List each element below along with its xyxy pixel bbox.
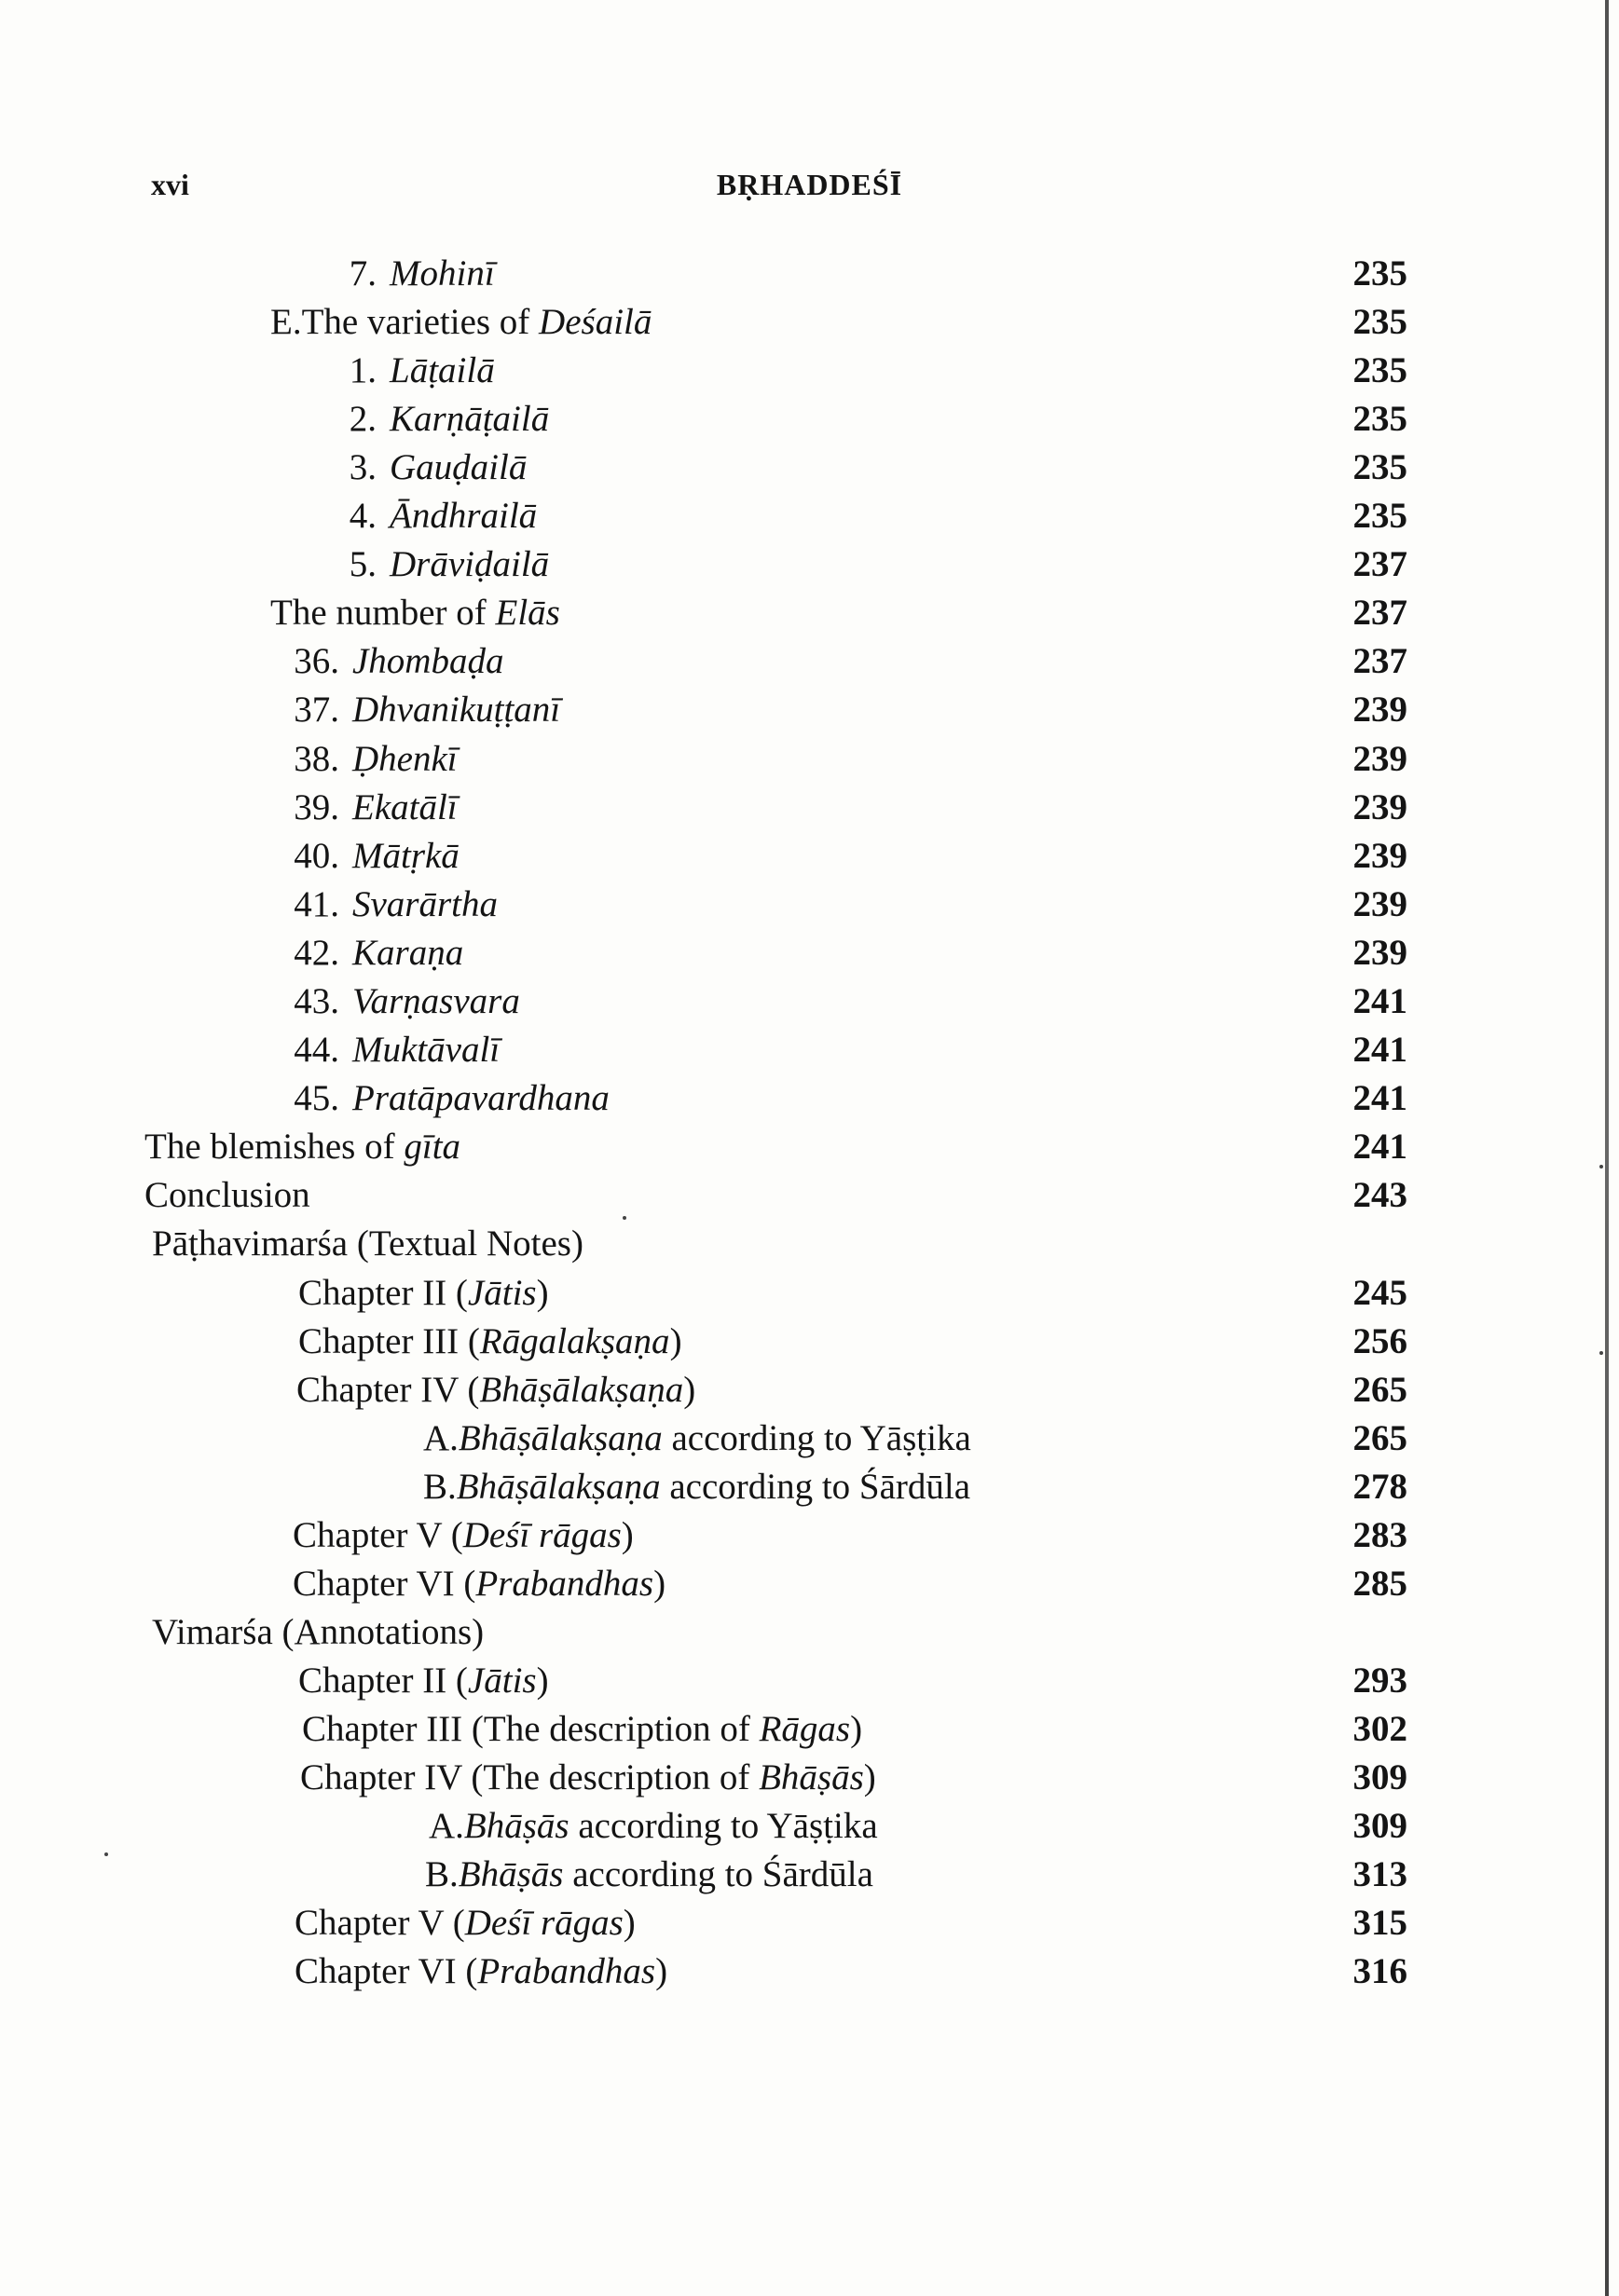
running-head-title: BṚHADDEŚĪ (716, 168, 903, 201)
toc-entry (270, 591, 560, 636)
toc-entry-title: Pratāpavardhana (352, 1078, 610, 1118)
toc-entry-page: 239 (1352, 787, 1407, 827)
toc-entry-number: 2. (349, 399, 377, 439)
toc-entry-title: Gauḍailā (390, 447, 528, 487)
toc-entry-title: Karṇāṭailā (390, 399, 550, 439)
toc-entry (263, 786, 458, 830)
toc-entry-page: 241 (1352, 1127, 1407, 1167)
toc-entry-number: 43. (294, 981, 339, 1021)
toc-entry-page: 245 (1352, 1273, 1407, 1313)
toc-entry-title: Chapter V (Deśī rāgas) (293, 1515, 634, 1555)
toc-entry-title: Jhombaḍa (352, 641, 504, 681)
toc-entry (144, 1125, 460, 1169)
toc-entry (298, 1659, 549, 1703)
toc-entry-number: 5. (349, 544, 377, 584)
toc-entry-number: 42. (294, 933, 339, 973)
toc-entry-page: 235 (1352, 496, 1407, 536)
toc-entry-page: 237 (1352, 641, 1407, 681)
toc-entry (152, 1610, 484, 1655)
toc-entry-title: Chapter III (Rāgalakṣaṇa) (298, 1321, 682, 1361)
toc-entry-title: A.Bhāṣās according to Yāṣṭika (429, 1806, 878, 1846)
toc-entry-page: 241 (1352, 1078, 1407, 1118)
toc-entry-title: A.Bhāṣālakṣaṇa according to Yāṣṭika (423, 1418, 971, 1458)
scan-speck (1599, 1351, 1603, 1355)
toc-entry (263, 979, 520, 1024)
scan-edge-shadow (1605, 0, 1609, 2296)
toc-entry (152, 1222, 583, 1266)
toc-entry-title: Mohinī (390, 253, 495, 294)
toc-entry (263, 882, 498, 927)
toc-entry-page: 283 (1352, 1515, 1407, 1555)
toc-entry-page: 309 (1352, 1757, 1407, 1797)
toc-entry-page: 239 (1352, 836, 1407, 876)
toc-entry-title: Varṇasvara (352, 981, 520, 1021)
toc-entry-page: 265 (1352, 1418, 1407, 1458)
toc-entry (298, 1271, 549, 1316)
toc-entry-title: Chapter VI (Prabandhas) (293, 1564, 666, 1604)
toc-entry-page: 235 (1352, 253, 1407, 294)
toc-entry-title: Chapter III (The description of Rāgas) (302, 1709, 863, 1749)
toc-entry-number: 38. (294, 739, 339, 779)
scan-speck (1599, 1165, 1603, 1168)
toc-entry (300, 542, 549, 587)
toc-entry-title: E.The varieties of Deśailā (270, 302, 652, 342)
toc-entry (300, 1756, 876, 1800)
toc-entry-title: Chapter VI (Prabandhas) (295, 1951, 668, 1991)
toc-entry (423, 1465, 970, 1510)
toc-entry-page: 256 (1352, 1321, 1407, 1361)
toc-entry-title: Ḍhenkī (352, 739, 458, 779)
toc-entry-number: 4. (349, 496, 377, 536)
toc-entry (300, 445, 527, 490)
toc-entry-page: 278 (1352, 1467, 1407, 1507)
toc-entry (293, 1562, 665, 1606)
toc-entry-title: Conclusion (144, 1175, 310, 1215)
toc-entry-page: 243 (1352, 1175, 1407, 1215)
toc-entry-page: 265 (1352, 1370, 1407, 1410)
toc-entry-title: Vimarśa (Annotations) (152, 1612, 485, 1652)
toc-entry-title: The blemishes of gīta (144, 1127, 461, 1167)
toc-entry-title: Ekatālī (352, 787, 458, 827)
toc-entry (295, 1901, 636, 1946)
toc-entry (302, 1707, 862, 1752)
toc-entry (263, 834, 460, 879)
toc-entry-title: Karaṇa (352, 933, 464, 973)
toc-entry-title: Drāviḍailā (390, 544, 550, 584)
toc-entry-page: 237 (1352, 544, 1407, 584)
toc-entry-number: 39. (294, 787, 339, 827)
toc-entry-number: 3. (349, 447, 377, 487)
toc-entry (300, 252, 495, 296)
toc-entry-page: 302 (1352, 1709, 1407, 1749)
scan-speck (623, 1216, 626, 1220)
toc-entry-number: 36. (294, 641, 339, 681)
scan-speck (104, 1852, 108, 1856)
toc-entry-title: Lāṭailā (390, 350, 495, 390)
toc-entry-title: Svarārtha (352, 884, 498, 924)
toc-entry (144, 1173, 310, 1218)
toc-entry-title: The number of Elās (270, 593, 560, 633)
toc-entry-number: 1. (349, 350, 377, 390)
toc-entry-page: 313 (1352, 1854, 1407, 1894)
toc-entry-title: Mātṛkā (352, 836, 460, 876)
toc-entry (263, 1076, 610, 1121)
toc-entry-page: 309 (1352, 1806, 1407, 1846)
toc-entry-page: 237 (1352, 593, 1407, 633)
toc-entry (263, 1028, 500, 1073)
toc-entry (295, 1949, 667, 1994)
toc-entry-title: Muktāvalī (352, 1030, 501, 1070)
toc-entry-page: 235 (1352, 302, 1407, 342)
toc-entry-page: 235 (1352, 447, 1407, 487)
toc-entry (270, 300, 652, 345)
toc-entry-number: 45. (294, 1078, 339, 1118)
toc-entry-page: 241 (1352, 1030, 1407, 1070)
toc-entry (425, 1852, 873, 1897)
toc-entry-page: 239 (1352, 933, 1407, 973)
toc-entry (423, 1416, 971, 1461)
toc-entry-page: 239 (1352, 739, 1407, 779)
toc-entry (263, 931, 463, 976)
toc-entry (263, 737, 458, 782)
toc-entry-number: 44. (294, 1030, 339, 1070)
toc-entry-page: 235 (1352, 399, 1407, 439)
toc-entry-title: Chapter II (Jātis) (298, 1273, 549, 1313)
toc-entry-title: Chapter V (Deśī rāgas) (295, 1903, 636, 1943)
toc-entry (263, 639, 503, 684)
toc-entry (429, 1804, 878, 1849)
page-number-roman: xvi (151, 168, 189, 201)
toc-entry-page: 316 (1352, 1951, 1407, 1991)
toc-entry (300, 348, 495, 393)
toc-entry-page: 235 (1352, 350, 1407, 390)
toc-entry (300, 397, 549, 442)
toc-entry-page: 241 (1352, 981, 1407, 1021)
toc-entry-title: B.Bhāṣālakṣaṇa according to Śārdūla (423, 1467, 971, 1507)
toc-entry (293, 1513, 634, 1558)
toc-entry-number: 40. (294, 836, 339, 876)
toc-entry-number: 41. (294, 884, 339, 924)
toc-entry-title: Chapter IV (Bhāṣālakṣaṇa) (296, 1370, 696, 1410)
toc-entry-title: Chapter II (Jātis) (298, 1660, 549, 1701)
toc-entry (298, 1319, 682, 1364)
toc-entry-page: 239 (1352, 884, 1407, 924)
toc-entry-title: B.Bhāṣās according to Śārdūla (425, 1854, 873, 1894)
toc-entry-page: 315 (1352, 1903, 1407, 1943)
toc-entry (296, 1368, 695, 1413)
toc-entry-page: 285 (1352, 1564, 1407, 1604)
toc-entry (263, 688, 560, 732)
toc-entry-number: 37. (294, 690, 339, 730)
toc-entry-title: Pāṭhavimarśa (Textual Notes) (152, 1223, 583, 1264)
toc-entry (300, 494, 537, 539)
toc-entry-title: Chapter IV (The description of Bhāṣās) (300, 1757, 876, 1797)
toc-entry-title: Dhvanikuṭṭanī (352, 690, 561, 730)
toc-entry-page: 293 (1352, 1660, 1407, 1701)
toc-entry-number: 7. (349, 253, 377, 294)
toc-entry-page: 239 (1352, 690, 1407, 730)
toc-entry-title: Āndhrailā (390, 496, 538, 536)
